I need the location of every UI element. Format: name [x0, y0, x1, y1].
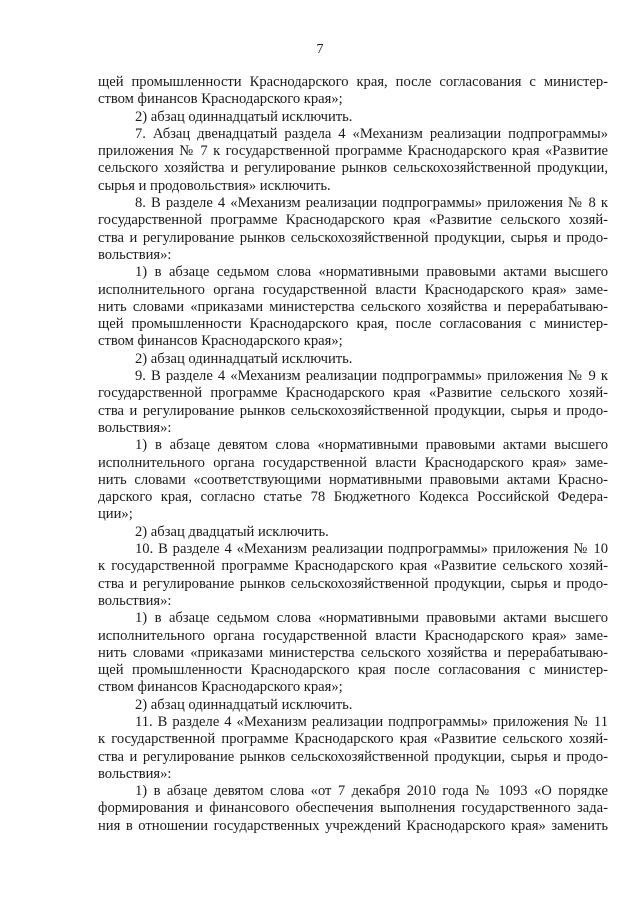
- text-line: ния в отношении государственных учреждений Краснодарского края» заменить: [98, 817, 608, 834]
- text-line: 1) в абзаце седьмом слова «нормативными правовыми актами высшего: [135, 264, 608, 281]
- text-line: ства и регулирование рынков сельскохозяйственной продукции, сырья и продо-: [98, 575, 608, 592]
- text-line: вольствия»:: [98, 419, 172, 436]
- text-line: 1) в абзаце девятом слова «нормативными правовыми актами высшего: [135, 437, 608, 454]
- text-line: щей промышленности Краснодарского края, после согласования с министер-: [98, 74, 608, 90]
- document-body: [98, 74, 608, 835]
- text-line: сырья и продовольствия» исключить.: [98, 177, 331, 194]
- text-line: 1) в абзаце девятом слова «от 7 декабря 2010 года № 1093 «О порядке: [135, 783, 608, 800]
- text-line: исполнительного органа государственной власти Краснодарского края» заме-: [98, 627, 608, 644]
- text-line: ства и регулирование рынков сельскохозяйственной продукции, сырья и продо-: [98, 748, 608, 765]
- text-line: 2) абзац одиннадцатый исключить.: [135, 350, 353, 367]
- text-line: ции»;: [98, 506, 133, 523]
- text-line: к государственной программе Краснодарского края «Развитие сельского хозяй-: [98, 731, 608, 748]
- text-line: государственной программе Краснодарского края «Развитие сельского хозяй-: [98, 212, 608, 229]
- text-line: нить словами «приказами министерства сельского хозяйства и перерабатываю-: [98, 298, 608, 315]
- text-line: государственной программе Краснодарского края «Развитие сельского хозяй-: [98, 385, 608, 402]
- text-line: 2) абзац двадцатый исключить.: [135, 523, 329, 540]
- text-line: вольствия»:: [98, 765, 172, 782]
- text-line: исполнительного органа государственной власти Краснодарского края» заме-: [98, 281, 608, 298]
- text-line: формирования и финансового обеспечения выполнения государственного зада-: [98, 800, 608, 817]
- text-line: 10. В разделе 4 «Механизм реализации подпрограммы» приложения № 10: [135, 541, 608, 558]
- text-line: щей промышленности Краснодарского края, после согласования с министер-: [98, 316, 608, 333]
- text-line: ством финансов Краснодарского края»;: [98, 91, 343, 108]
- text-line: щей промышленности Краснодарского края после согласования с министер-: [98, 662, 608, 679]
- text-line: нить словами «соответствующими нормативными правовыми актами Красно-: [98, 471, 608, 488]
- text-line: 2) абзац одиннадцатый исключить.: [135, 108, 353, 125]
- text-line: дарского края, согласно статье 78 Бюджетного Кодекса Российской Федера-: [98, 489, 608, 506]
- text-line: 8. В разделе 4 «Механизм реализации подпрограммы» приложения № 8 к: [135, 195, 608, 212]
- text-line: 11. В разделе 4 «Механизм реализации подпрограммы» приложения № 11: [135, 713, 608, 730]
- text-line: исполнительного органа государственной власти Краснодарского края» заме-: [98, 454, 608, 471]
- page-number: 7: [316, 42, 324, 57]
- text-line: 7. Абзац двенадцатый раздела 4 «Механизм реализации подпрограммы»: [135, 125, 608, 142]
- text-line: 2) абзац одиннадцатый исключить.: [135, 696, 353, 713]
- text-line: 9. В разделе 4 «Механизм реализации подпрограммы» приложения № 9 к: [135, 368, 608, 385]
- text-line: вольствия»:: [98, 246, 172, 263]
- text-line: ства и регулирование рынков сельскохозяйственной продукции, сырья и продо-: [98, 229, 608, 246]
- text-line: ства и регулирование рынков сельскохозяйственной продукции, сырья и продо-: [98, 402, 608, 419]
- text-line: приложения № 7 к государственной программе Краснодарского края «Развитие: [98, 143, 608, 160]
- text-line: к государственной программе Краснодарского края «Развитие сельского хозяй-: [98, 558, 608, 575]
- text-line: 1) в абзаце седьмом слова «нормативными правовыми актами высшего: [135, 610, 608, 627]
- text-line: нить словами «приказами министерства сельского хозяйства и перерабатываю-: [98, 644, 608, 661]
- text-line: ством финансов Краснодарского края»;: [98, 679, 343, 696]
- text-line: вольствия»:: [98, 592, 172, 609]
- text-line: сельского хозяйства и регулирование рынков сельскохозяйственной продукции,: [98, 160, 608, 177]
- text-line: ством финансов Краснодарского края»;: [98, 333, 343, 350]
